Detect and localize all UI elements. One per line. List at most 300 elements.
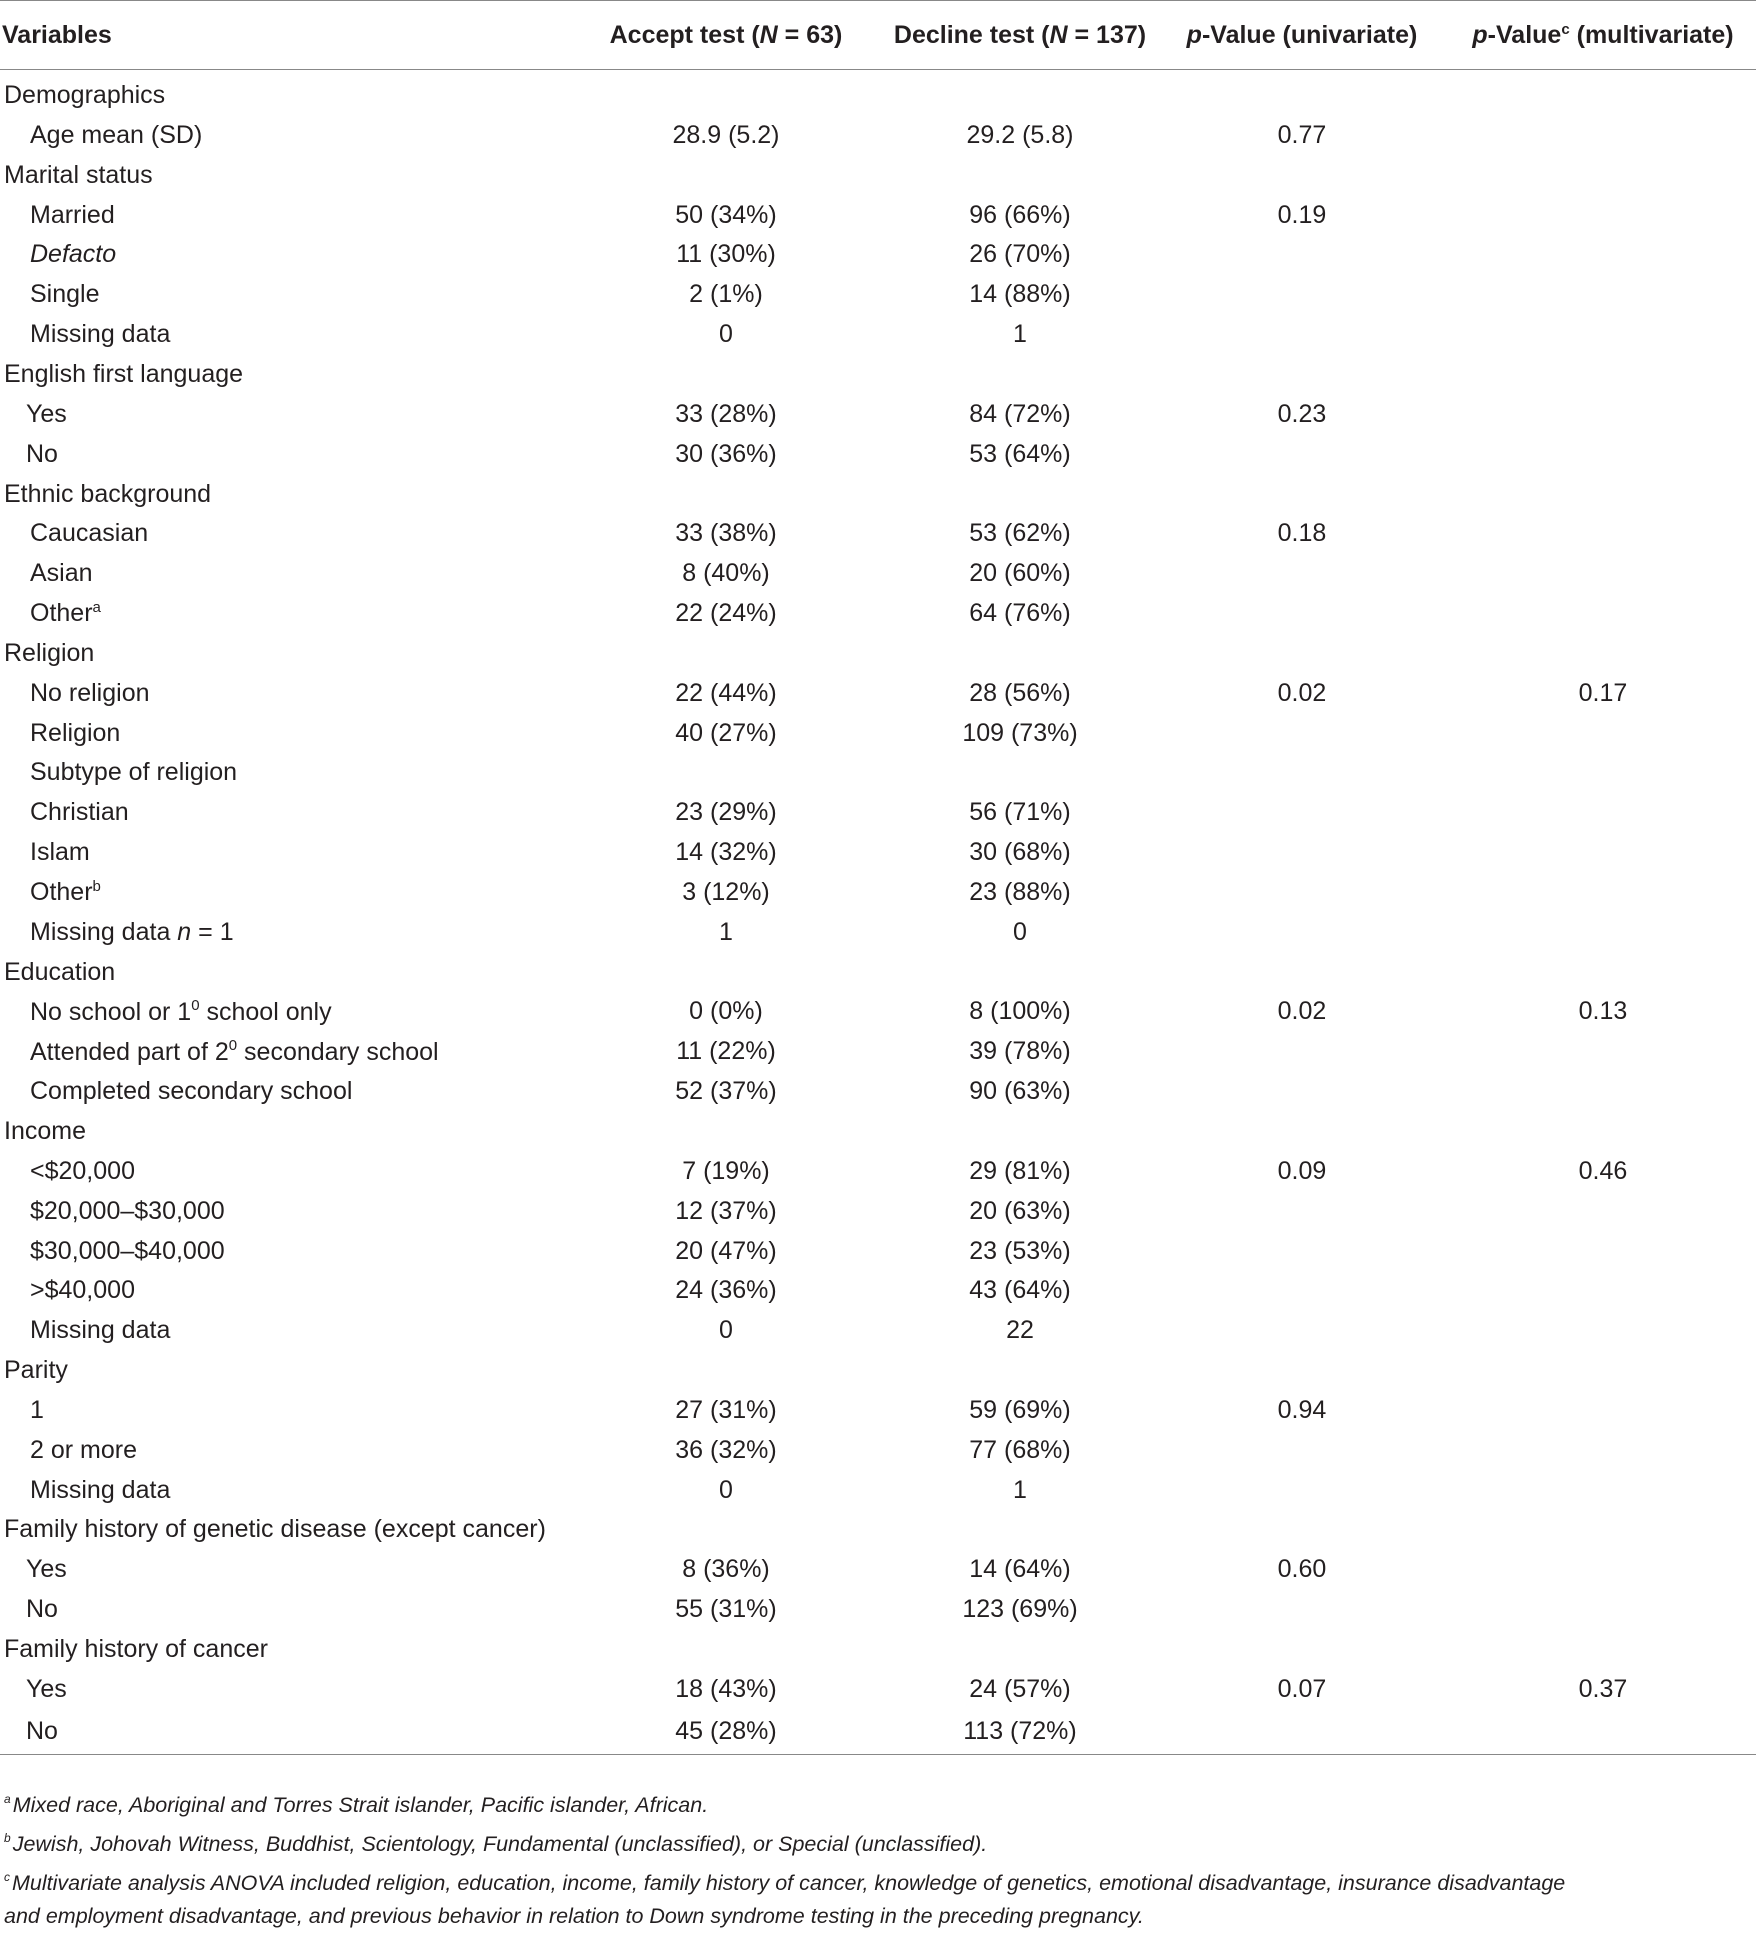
p-multivariate-cell bbox=[1450, 315, 1756, 355]
table-row bbox=[0, 116, 1756, 156]
label-text: No school or 1 bbox=[30, 997, 192, 1026]
table-row bbox=[0, 594, 1756, 634]
label-text: Married bbox=[30, 200, 115, 229]
variable-label bbox=[0, 1032, 566, 1072]
table-row bbox=[0, 1191, 1756, 1231]
p-multivariate-cell bbox=[1450, 474, 1756, 514]
accept-cell: 22 (24%) bbox=[675, 599, 777, 628]
accept-cell bbox=[566, 1510, 886, 1550]
p-univariate-cell bbox=[1154, 275, 1450, 315]
variable-label bbox=[0, 1669, 566, 1709]
group-label bbox=[0, 952, 566, 992]
decline-cell bbox=[886, 355, 1154, 395]
accept-cell: 18 (43%) bbox=[675, 1674, 777, 1703]
p-multivariate-cell bbox=[1450, 1032, 1756, 1072]
label-text: Other bbox=[30, 877, 93, 906]
p-multivariate-cell bbox=[1450, 912, 1756, 952]
variable-label bbox=[0, 833, 566, 873]
variable-label bbox=[0, 594, 566, 634]
accept-cell bbox=[566, 355, 886, 395]
variable-label bbox=[0, 1550, 566, 1590]
label-text: Christian bbox=[30, 798, 129, 827]
p-univariate-cell bbox=[1154, 1590, 1450, 1630]
label-text: Completed secondary school bbox=[30, 1077, 353, 1106]
table-row bbox=[0, 992, 1756, 1032]
variable-label bbox=[0, 554, 566, 594]
p-univariate-cell bbox=[1154, 554, 1450, 594]
label-text: Yes bbox=[26, 399, 67, 428]
decline-cell bbox=[886, 155, 1154, 195]
decline-cell: 29 (81%) bbox=[969, 1156, 1071, 1185]
p-univariate-cell bbox=[1154, 1430, 1450, 1470]
accept-cell bbox=[566, 70, 886, 116]
header-p-univariate: p-Value (univariate) bbox=[1154, 1, 1450, 70]
p-multivariate-cell bbox=[1450, 1112, 1756, 1152]
variable-label bbox=[0, 1191, 566, 1231]
table-row bbox=[0, 1590, 1756, 1630]
decline-cell: 53 (64%) bbox=[969, 439, 1071, 468]
variable-label bbox=[0, 116, 566, 156]
variable-label bbox=[0, 195, 566, 235]
label-text: Caucasian bbox=[30, 519, 149, 548]
group-header-row bbox=[0, 1351, 1756, 1391]
decline-cell bbox=[886, 474, 1154, 514]
accept-cell: 33 (28%) bbox=[675, 399, 777, 428]
accept-cell bbox=[566, 952, 886, 992]
p-univariate-cell bbox=[1154, 1709, 1450, 1754]
variable-label bbox=[0, 1470, 566, 1510]
group-header-row bbox=[0, 474, 1756, 514]
label-text: Marital status bbox=[4, 160, 153, 189]
p-multivariate-cell bbox=[1450, 753, 1756, 793]
accept-cell bbox=[566, 633, 886, 673]
label-text: Other bbox=[30, 599, 93, 628]
table-row bbox=[0, 1550, 1756, 1590]
accept-cell: 20 (47%) bbox=[675, 1236, 777, 1265]
p-univariate-cell bbox=[1154, 793, 1450, 833]
variable-label bbox=[0, 912, 566, 952]
p-univariate-cell bbox=[1154, 155, 1450, 195]
label-text: Islam bbox=[30, 838, 90, 867]
accept-cell: 0 bbox=[719, 1316, 733, 1345]
footnote-a: $^a$Mixed race, Aboriginal and Torres Strait islander, Pacific islander, African. bbox=[4, 1792, 709, 1817]
table-row bbox=[0, 793, 1756, 833]
p-multivariate-cell bbox=[1450, 70, 1756, 116]
variable-label bbox=[0, 992, 566, 1032]
accept-cell: 0 bbox=[719, 320, 733, 349]
p-multivariate-cell bbox=[1450, 155, 1756, 195]
decline-cell bbox=[886, 633, 1154, 673]
label-text: $30,000–$40,000 bbox=[30, 1236, 225, 1265]
p-univariate-cell: 0.19 bbox=[1277, 200, 1327, 229]
p-multivariate-cell bbox=[1450, 1072, 1756, 1112]
footnote-c: $^c$Multivariate analysis ANOVA included religion, education, income, family history of cancer, knowledge of genetics, emotional disadvantage, insurance disadvantage bbox=[4, 1870, 1566, 1895]
variable-label bbox=[0, 1430, 566, 1470]
variable-label bbox=[0, 873, 566, 913]
table-row bbox=[0, 1231, 1756, 1271]
decline-cell: 23 (53%) bbox=[969, 1236, 1071, 1265]
group-label bbox=[0, 633, 566, 673]
accept-cell: 14 (32%) bbox=[675, 838, 777, 867]
label-text: Asian bbox=[30, 559, 93, 588]
table-row bbox=[0, 1032, 1756, 1072]
p-multivariate-cell bbox=[1450, 713, 1756, 753]
accept-cell bbox=[566, 1630, 886, 1670]
p-multivariate-cell bbox=[1450, 1191, 1756, 1231]
n-symbol: n bbox=[177, 917, 192, 946]
accept-cell: 52 (37%) bbox=[675, 1077, 777, 1106]
decline-cell: 20 (60%) bbox=[969, 559, 1071, 588]
accept-cell: 0 (0%) bbox=[689, 997, 763, 1026]
table-row bbox=[0, 1470, 1756, 1510]
table-row bbox=[0, 912, 1756, 952]
table-row bbox=[0, 394, 1756, 434]
p-multivariate-cell bbox=[1450, 1709, 1756, 1754]
accept-cell: 2 (1%) bbox=[689, 280, 763, 309]
p-univariate-cell: 0.94 bbox=[1277, 1395, 1327, 1424]
label-text: $20,000–$30,000 bbox=[30, 1196, 225, 1225]
variable-label bbox=[0, 394, 566, 434]
accept-cell: 50 (34%) bbox=[675, 200, 777, 229]
table-row bbox=[0, 315, 1756, 355]
label-text: Ethnic background bbox=[4, 479, 212, 508]
accept-cell: 28.9 (5.2) bbox=[672, 120, 780, 149]
p-multivariate-cell bbox=[1450, 793, 1756, 833]
decline-cell: 39 (78%) bbox=[969, 1037, 1071, 1066]
p-multivariate-cell bbox=[1450, 1391, 1756, 1431]
group-label bbox=[0, 1112, 566, 1152]
p-multivariate-cell bbox=[1450, 1430, 1756, 1470]
group-label bbox=[0, 155, 566, 195]
p-multivariate-cell bbox=[1450, 1550, 1756, 1590]
table-row bbox=[0, 673, 1756, 713]
p-univariate-cell bbox=[1154, 434, 1450, 474]
p-univariate-cell bbox=[1154, 713, 1450, 753]
p-multivariate-cell bbox=[1450, 1311, 1756, 1351]
p-multivariate-cell bbox=[1450, 394, 1756, 434]
label-text: No religion bbox=[30, 678, 150, 707]
variable-label bbox=[0, 673, 566, 713]
p-multivariate-cell bbox=[1450, 355, 1756, 395]
p-univariate-cell bbox=[1154, 1271, 1450, 1311]
p-multivariate-cell: 0.17 bbox=[1578, 678, 1628, 707]
header-decline-test: Decline test (N = 137) bbox=[886, 1, 1154, 70]
decline-cell: 1 bbox=[1013, 320, 1027, 349]
accept-cell bbox=[566, 474, 886, 514]
p-multivariate-cell bbox=[1450, 1630, 1756, 1670]
p-multivariate-cell: 0.13 bbox=[1578, 997, 1628, 1026]
table-row bbox=[0, 554, 1756, 594]
p-univariate-cell bbox=[1154, 1112, 1450, 1152]
decline-cell: 43 (64%) bbox=[969, 1276, 1071, 1305]
decline-cell: 30 (68%) bbox=[969, 838, 1071, 867]
table-row bbox=[0, 1151, 1756, 1191]
group-label bbox=[0, 1630, 566, 1670]
header-accept-test: Accept test (N = 63) bbox=[566, 1, 886, 70]
accept-cell: 12 (37%) bbox=[675, 1196, 777, 1225]
table-row bbox=[0, 195, 1756, 235]
accept-cell: 0 bbox=[719, 1475, 733, 1504]
p-univariate-cell: 0.09 bbox=[1277, 1156, 1327, 1185]
p-univariate-cell bbox=[1154, 594, 1450, 634]
accept-cell: 55 (31%) bbox=[675, 1595, 777, 1624]
variable-label bbox=[0, 1231, 566, 1271]
label-text: English first language bbox=[4, 359, 244, 388]
table-row bbox=[0, 514, 1756, 554]
label-text: Religion bbox=[30, 718, 121, 747]
p-multivariate-cell bbox=[1450, 833, 1756, 873]
label-text: Defacto bbox=[30, 240, 117, 269]
p-univariate-cell: 0.23 bbox=[1277, 399, 1327, 428]
label-text: Missing data bbox=[30, 1316, 171, 1345]
variable-label bbox=[0, 275, 566, 315]
footnote-marker: a bbox=[92, 599, 101, 617]
label-text: Missing data bbox=[30, 1475, 171, 1504]
p-multivariate-cell bbox=[1450, 873, 1756, 913]
decline-cell: 56 (71%) bbox=[969, 798, 1071, 827]
accept-cell: 11 (22%) bbox=[676, 1037, 776, 1066]
p-univariate-cell bbox=[1154, 474, 1450, 514]
variable-label bbox=[0, 793, 566, 833]
decline-cell bbox=[886, 1630, 1154, 1670]
p-multivariate-cell bbox=[1450, 235, 1756, 275]
p-univariate-cell bbox=[1154, 1072, 1450, 1112]
p-univariate-cell bbox=[1154, 753, 1450, 793]
accept-cell: 30 (36%) bbox=[675, 439, 777, 468]
group-header-row bbox=[0, 1112, 1756, 1152]
variable-label bbox=[0, 1072, 566, 1112]
p-univariate-cell bbox=[1154, 1231, 1450, 1271]
table-row bbox=[0, 873, 1756, 913]
group-label bbox=[0, 1351, 566, 1391]
p-multivariate-cell bbox=[1450, 1231, 1756, 1271]
accept-cell: 8 (40%) bbox=[682, 559, 770, 588]
table-row bbox=[0, 753, 1756, 793]
footnote-c-continued: and employment disadvantage, and previous behavior in relation to Down syndrome testing in the preceding pregnancy. bbox=[4, 1904, 1144, 1928]
p-univariate-cell bbox=[1154, 1351, 1450, 1391]
superscript-zero: 0 bbox=[228, 1036, 238, 1054]
superscript-zero: 0 bbox=[191, 996, 200, 1014]
decline-cell: 77 (68%) bbox=[969, 1435, 1071, 1464]
decline-cell: 84 (72%) bbox=[969, 399, 1071, 428]
label-text: Family history of genetic disease (except cancer) bbox=[4, 1515, 546, 1544]
label-text: Education bbox=[4, 957, 116, 986]
p-univariate-cell: 0.07 bbox=[1277, 1674, 1327, 1703]
variable-label bbox=[0, 753, 566, 793]
footnote-marker: b bbox=[92, 877, 101, 895]
p-multivariate-cell bbox=[1450, 633, 1756, 673]
table-row bbox=[0, 1072, 1756, 1112]
table-header bbox=[0, 1, 1756, 70]
variable-label bbox=[0, 713, 566, 753]
p-multivariate-cell bbox=[1450, 195, 1756, 235]
p-univariate-cell: 0.77 bbox=[1277, 120, 1327, 149]
accept-cell: 23 (29%) bbox=[675, 798, 777, 827]
decline-cell: 53 (62%) bbox=[969, 519, 1071, 548]
decline-cell: 8 (100%) bbox=[969, 997, 1071, 1026]
p-univariate-cell bbox=[1154, 70, 1450, 116]
p-univariate-cell bbox=[1154, 952, 1450, 992]
label-text: Age mean (SD) bbox=[30, 120, 203, 149]
decline-cell: 26 (70%) bbox=[969, 240, 1071, 269]
accept-cell: 33 (38%) bbox=[675, 519, 777, 548]
accept-cell: 1 bbox=[719, 917, 733, 946]
table-row bbox=[0, 713, 1756, 753]
p-univariate-cell: 0.60 bbox=[1277, 1555, 1327, 1584]
accept-cell: 11 (30%) bbox=[676, 240, 776, 269]
p-multivariate-cell bbox=[1450, 594, 1756, 634]
p-multivariate-cell bbox=[1450, 116, 1756, 156]
label-tail: secondary school bbox=[237, 1037, 439, 1066]
variable-label bbox=[0, 1391, 566, 1431]
decline-cell: 64 (76%) bbox=[969, 599, 1071, 628]
p-univariate-cell bbox=[1154, 912, 1450, 952]
label-text: Income bbox=[4, 1117, 86, 1146]
p-univariate-cell bbox=[1154, 1032, 1450, 1072]
decline-cell: 22 bbox=[1006, 1316, 1034, 1345]
p-univariate-cell bbox=[1154, 1470, 1450, 1510]
label-text: Single bbox=[30, 280, 100, 309]
p-multivariate-cell bbox=[1450, 514, 1756, 554]
decline-cell bbox=[886, 1112, 1154, 1152]
p-univariate-cell: 0.18 bbox=[1277, 519, 1327, 548]
group-header-row bbox=[0, 355, 1756, 395]
accept-cell bbox=[566, 1351, 886, 1391]
group-label bbox=[0, 474, 566, 514]
label-text: Parity bbox=[4, 1356, 68, 1385]
label-text: 1 bbox=[30, 1395, 44, 1424]
label-text: Yes bbox=[26, 1674, 67, 1703]
decline-cell: 20 (63%) bbox=[969, 1196, 1071, 1225]
label-text: >$40,000 bbox=[30, 1276, 135, 1305]
decline-cell: 59 (69%) bbox=[969, 1395, 1071, 1424]
table-row bbox=[0, 1391, 1756, 1431]
decline-cell: 90 (63%) bbox=[969, 1077, 1071, 1106]
label-text: Missing data bbox=[30, 917, 178, 946]
accept-cell: 3 (12%) bbox=[682, 877, 770, 906]
table-row bbox=[0, 833, 1756, 873]
table-row bbox=[0, 434, 1756, 474]
label-text: <$20,000 bbox=[30, 1156, 135, 1185]
group-header-row bbox=[0, 70, 1756, 116]
variable-label bbox=[0, 1590, 566, 1630]
p-univariate-cell bbox=[1154, 1630, 1450, 1670]
table-row bbox=[0, 1271, 1756, 1311]
decline-cell: 96 (66%) bbox=[969, 200, 1071, 229]
label-text: Subtype of religion bbox=[30, 758, 238, 787]
p-univariate-cell bbox=[1154, 1191, 1450, 1231]
p-multivariate-cell bbox=[1450, 1590, 1756, 1630]
variable-label bbox=[0, 1709, 566, 1754]
group-header-row bbox=[0, 952, 1756, 992]
accept-cell: 22 (44%) bbox=[675, 678, 777, 707]
decline-cell bbox=[886, 753, 1154, 793]
decline-cell bbox=[886, 952, 1154, 992]
group-label bbox=[0, 70, 566, 116]
label-text: Family history of cancer bbox=[4, 1634, 268, 1663]
p-univariate-cell bbox=[1154, 873, 1450, 913]
label-text: 2 or more bbox=[30, 1435, 137, 1464]
table-row bbox=[0, 1709, 1756, 1754]
decline-cell: 29.2 (5.8) bbox=[966, 120, 1074, 149]
variable-label bbox=[0, 315, 566, 355]
accept-cell: 40 (27%) bbox=[675, 718, 777, 747]
variable-label bbox=[0, 1311, 566, 1351]
p-univariate-cell bbox=[1154, 1311, 1450, 1351]
table-body bbox=[0, 70, 1756, 1755]
variable-label bbox=[0, 1271, 566, 1311]
footnotes bbox=[0, 1783, 1756, 1933]
group-header-row bbox=[0, 1510, 1756, 1550]
group-header-row bbox=[0, 1630, 1756, 1670]
variable-label bbox=[0, 1151, 566, 1191]
decline-cell bbox=[886, 1351, 1154, 1391]
label-text: No bbox=[26, 439, 58, 468]
label-text: Yes bbox=[26, 1555, 67, 1584]
label-tail: = 1 bbox=[191, 917, 234, 946]
footnote-b: $^b$Jewish, Johovah Witness, Buddhist, Scientology, Fundamental (unclassified), or Special (unclassified). bbox=[4, 1831, 988, 1856]
table-row bbox=[0, 275, 1756, 315]
header-p-multivariate: p-Value$^c$ (multivariate) bbox=[1450, 1, 1756, 70]
label-tail: school only bbox=[199, 997, 332, 1026]
label-text: Demographics bbox=[4, 80, 166, 109]
decline-cell: 109 (73%) bbox=[962, 718, 1078, 747]
accept-cell bbox=[566, 155, 886, 195]
p-univariate-cell bbox=[1154, 1510, 1450, 1550]
p-multivariate-cell bbox=[1450, 1510, 1756, 1550]
group-header-row bbox=[0, 155, 1756, 195]
label-text: No bbox=[26, 1595, 58, 1624]
p-multivariate-cell bbox=[1450, 1271, 1756, 1311]
accept-cell: 27 (31%) bbox=[675, 1395, 777, 1424]
decline-cell: 0 bbox=[1013, 917, 1027, 946]
accept-cell: 8 (36%) bbox=[682, 1555, 770, 1584]
p-multivariate-cell bbox=[1450, 434, 1756, 474]
p-univariate-cell bbox=[1154, 355, 1450, 395]
decline-cell: 14 (88%) bbox=[969, 280, 1071, 309]
decline-cell: 28 (56%) bbox=[969, 678, 1071, 707]
p-univariate-cell bbox=[1154, 633, 1450, 673]
accept-cell: 24 (36%) bbox=[675, 1276, 777, 1305]
table-row bbox=[0, 235, 1756, 275]
group-label bbox=[0, 355, 566, 395]
p-multivariate-cell bbox=[1450, 275, 1756, 315]
variable-label bbox=[0, 434, 566, 474]
decline-cell: 14 (64%) bbox=[969, 1555, 1071, 1584]
decline-cell: 123 (69%) bbox=[962, 1595, 1078, 1624]
p-multivariate-cell bbox=[1450, 1470, 1756, 1510]
decline-cell bbox=[886, 1510, 1154, 1550]
label-text: Religion bbox=[4, 638, 95, 667]
p-univariate-cell bbox=[1154, 235, 1450, 275]
accept-cell bbox=[566, 1112, 886, 1152]
group-label bbox=[0, 1510, 566, 1550]
decline-cell bbox=[886, 70, 1154, 116]
table-row bbox=[0, 1669, 1756, 1709]
decline-cell: 23 (88%) bbox=[969, 877, 1071, 906]
accept-cell: 7 (19%) bbox=[682, 1156, 770, 1185]
label-text: No bbox=[26, 1717, 58, 1745]
variable-label bbox=[0, 514, 566, 554]
p-univariate-cell: 0.02 bbox=[1277, 678, 1327, 707]
p-univariate-cell bbox=[1154, 315, 1450, 355]
table-row bbox=[0, 1430, 1756, 1470]
p-multivariate-cell: 0.46 bbox=[1578, 1156, 1628, 1185]
accept-cell: 36 (32%) bbox=[675, 1435, 777, 1464]
table-row bbox=[0, 1311, 1756, 1351]
p-multivariate-cell bbox=[1450, 554, 1756, 594]
p-multivariate-cell: 0.37 bbox=[1578, 1674, 1628, 1703]
